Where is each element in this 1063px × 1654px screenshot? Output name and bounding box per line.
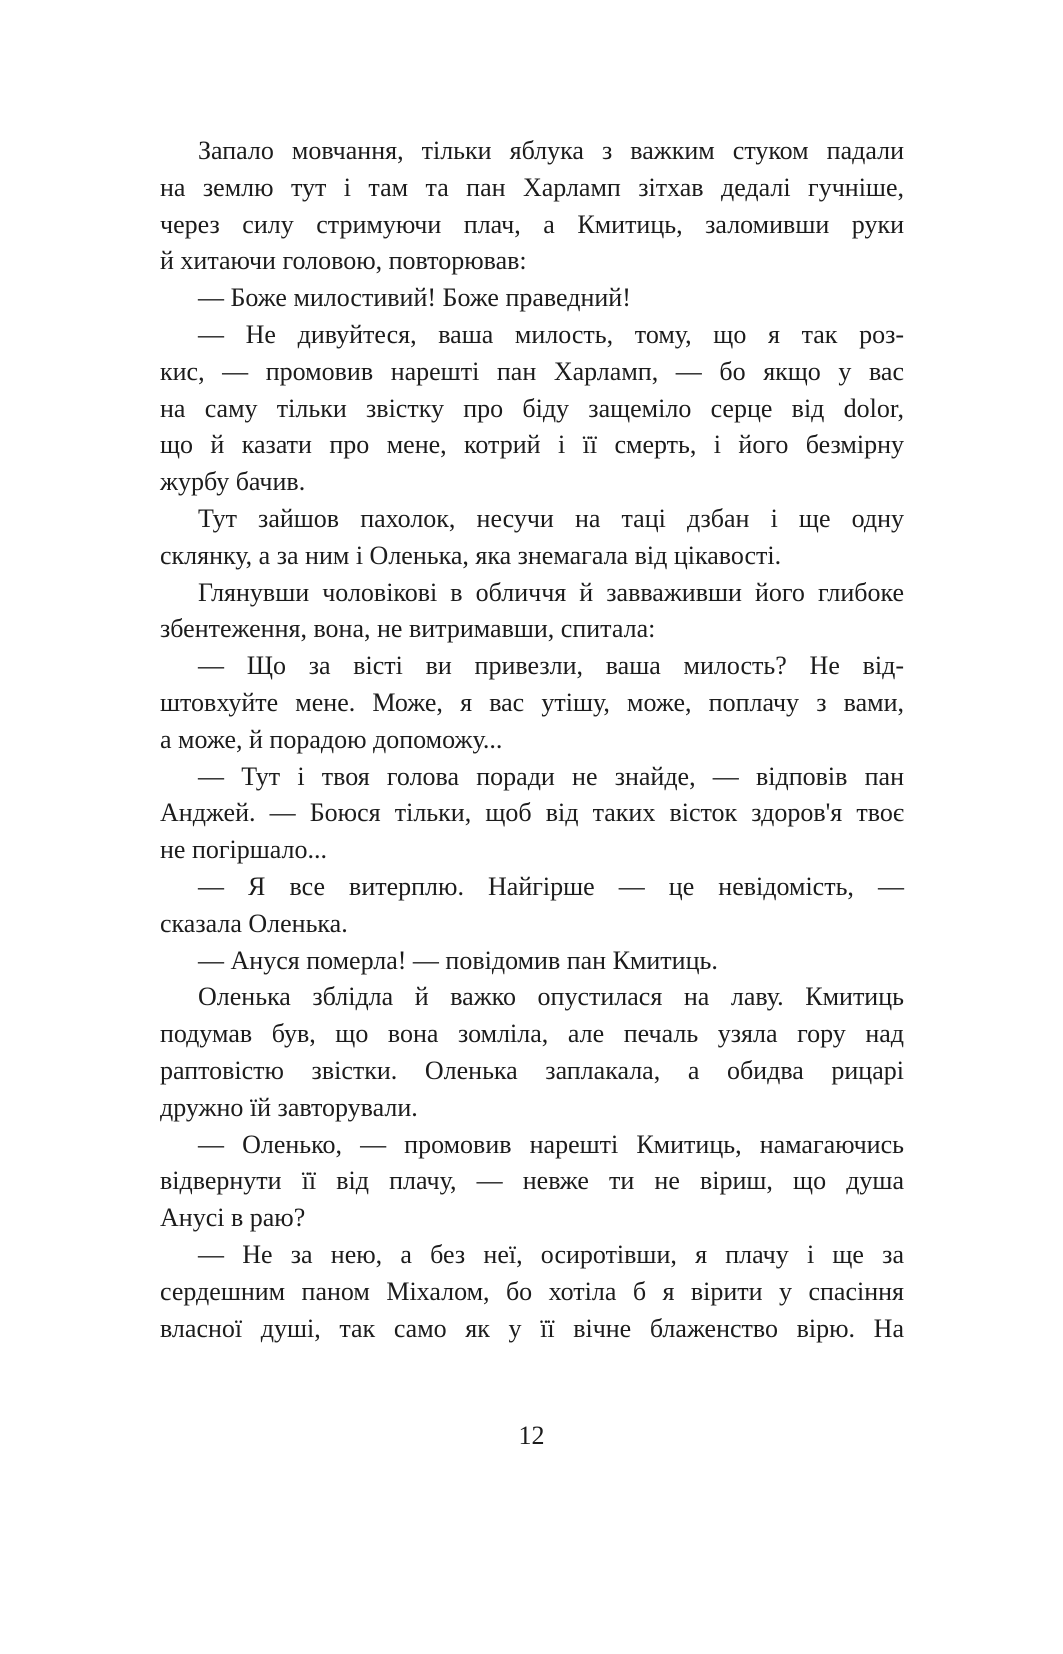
- text-line: — Що за вісті ви привезли, ваша милость? Не від-: [198, 651, 904, 681]
- text-line: дружно їй завторували.: [160, 1092, 418, 1122]
- text-line: сказала Оленька.: [160, 908, 348, 938]
- paragraph: [160, 575, 904, 649]
- paragraph: [160, 133, 904, 280]
- text-line: — Боже милостивий! Боже праведний!: [198, 283, 631, 313]
- page-number: 12: [518, 1421, 545, 1450]
- text-line: не погіршало...: [160, 835, 328, 865]
- text-line: на саму тільки звістку про біду защеміло серце від dolor,: [160, 393, 904, 423]
- text-line: раптовістю звістки. Оленька заплакала, а обидва рицарі: [160, 1055, 904, 1085]
- text-line: — Я все витерплю. Найгірше — це невідомість, —: [198, 871, 904, 901]
- text-line: подумав був, що вона зомліла, але печаль узяла гору над: [160, 1019, 904, 1049]
- text-line: Запало мовчання, тільки яблука з важким стуком падали: [198, 136, 904, 165]
- paragraph: [160, 648, 904, 758]
- paragraph: [160, 869, 904, 943]
- text-line: — Оленько, — промовив нарешті Кмитиць, намагаючись: [198, 1129, 904, 1159]
- paragraph: [160, 759, 904, 869]
- text-line: Анджей. — Боюся тільки, щоб від таких вісток здоров'я твоє: [160, 798, 904, 828]
- text-block: [160, 133, 904, 1347]
- text-line: штовхуйте мене. Може, я вас утішу, може, поплачу з вами,: [160, 687, 904, 717]
- text-line: кис, — промовив нарешті пан Харламп, — бо якщо у вас: [160, 356, 904, 386]
- text-line: й хитаючи головою, повторював:: [160, 246, 527, 276]
- text-line: а може, й порадою допоможу...: [160, 724, 503, 754]
- text-line: сердешним паном Міхалом, бо хотіла б я вірити у спасіння: [160, 1276, 904, 1306]
- text-line: збентеження, вона, не витримавши, спитала:: [160, 614, 656, 644]
- text-line: власної душі, так само як у її вічне блаженство вірю. На: [160, 1313, 904, 1343]
- text-line: Оленька зблідла й важко опустилася на лаву. Кмитиць: [198, 982, 904, 1012]
- paragraph: [160, 1237, 904, 1347]
- paragraph: [160, 979, 904, 1126]
- text-line: — Не дивуйтеся, ваша милость, тому, що я так роз-: [198, 319, 904, 349]
- text-line: — Не за нею, а без неї, осиротівши, я плачу і ще за: [198, 1239, 904, 1269]
- paragraph: [160, 317, 904, 501]
- text-line: — Ануся померла! — повідомив пан Кмитиць.: [198, 945, 718, 975]
- text-line: відвернути її від плачу, — невже ти не віриш, що душа: [160, 1166, 904, 1196]
- text-line: через силу стримуючи плач, а Кмитиць, заломивши руки: [160, 209, 904, 239]
- paragraph: [160, 943, 904, 980]
- paragraph: [160, 280, 904, 317]
- text-line: — Тут і твоя голова поради не знайде, — відповів пан: [198, 761, 904, 791]
- text-line: журбу бачив.: [160, 467, 306, 497]
- text-line: склянку, а за ним і Оленька, яка знемагала від цікавості.: [160, 540, 782, 570]
- text-line: на землю тут і там та пан Харламп зітхав дедалі гучніше,: [160, 172, 904, 202]
- paragraph: [160, 1127, 904, 1237]
- text-line: Анусі в раю?: [160, 1203, 306, 1233]
- text-line: Тут зайшов пахолок, несучи на таці дзбан і ще одну: [198, 503, 904, 533]
- paragraph: [160, 501, 904, 575]
- text-line: що й казати про мене, котрий і її смерть, і його безмірну: [160, 430, 904, 460]
- text-line: Глянувши чоловікові в обличчя й завваживши його глибоке: [198, 577, 904, 607]
